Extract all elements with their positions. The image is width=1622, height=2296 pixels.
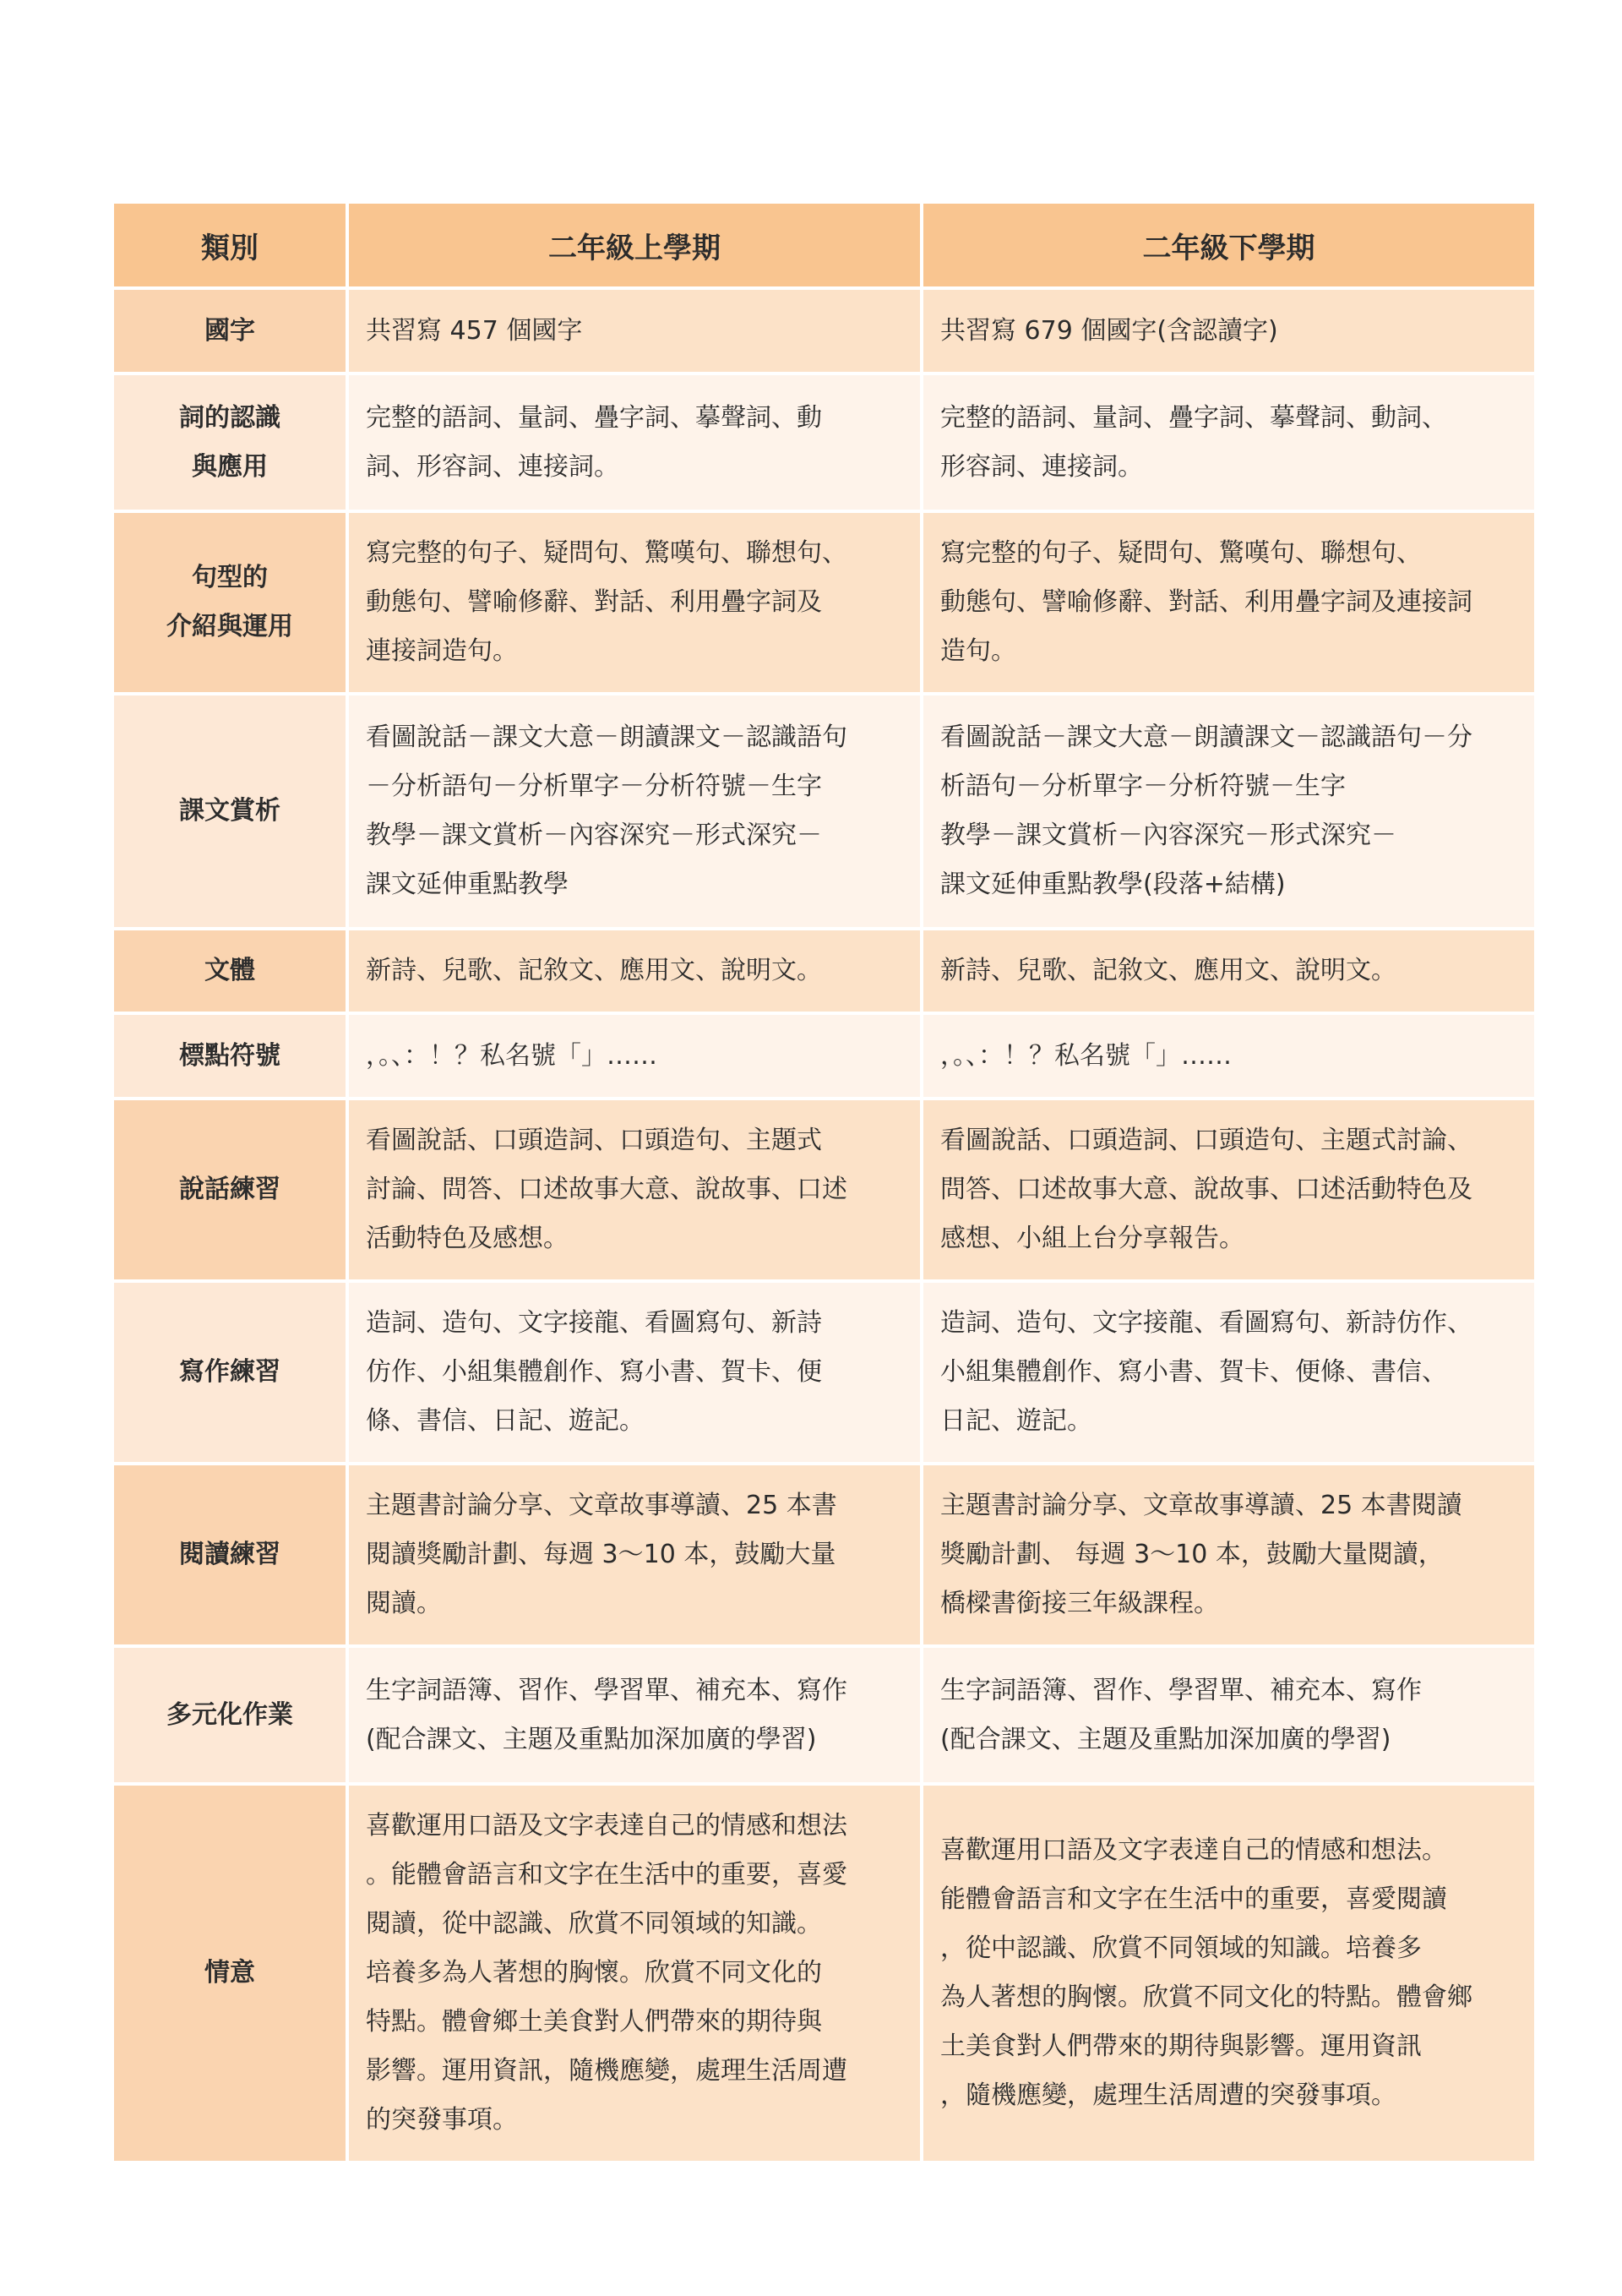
table-row [112,929,1536,1013]
row-first-semester: ，。、：！？私名號「」…… [347,1013,922,1099]
row-first-semester: 主題書討論分享、文章故事導讀、25 本書 閱讀獎勵計劃、每週 3～10 本，鼓勵大量 閱讀。 [347,1464,922,1646]
row-second-semester: 喜歡運用口語及文字表達自己的情感和想法。 能體會語言和文字在生活中的重要，喜愛閱讀 ，從中認識、欣賞不同領域的知識。培養多 為人著想的胸懷。欣賞不同文化的特點。體會鄉 土美食對人們帶來的期待與影響。運用資訊 ，隨機應變，處理生活周遭的突發事項。 [922,1784,1536,2162]
row-category: 標點符號 [112,1013,347,1099]
row-category: 說話練習 [112,1099,347,1281]
row-first-semester: 喜歡運用口語及文字表達自己的情感和想法 。能體會語言和文字在生活中的重要，喜愛 閱讀，從中認識、欣賞不同領域的知識。 培養多為人著想的胸懷。欣賞不同文化的 特點。體會鄉土美食對人們帶來的期待與 影響。運用資訊，隨機應變，處理生活周遭 的突發事項。 [347,1784,922,2162]
table-row [112,1784,1536,2162]
curriculum-table [111,200,1538,2164]
row-first-semester: 共習寫 457 個國字 [347,288,922,374]
table-row [112,1013,1536,1099]
table-row [112,511,1536,694]
table-header-row [112,202,1536,288]
curriculum-table-container [111,200,1534,2164]
header-second-semester: 二年級下學期 [922,202,1536,288]
header-category: 類別 [112,202,347,288]
row-category: 閱讀練習 [112,1464,347,1646]
row-category: 文體 [112,929,347,1013]
header-first-semester: 二年級上學期 [347,202,922,288]
row-category: 句型的 介紹與運用 [112,511,347,694]
row-second-semester: 生字詞語簿、習作、學習單、補充本、寫作 (配合課文、主題及重點加深加廣的學習) [922,1646,1536,1784]
row-category: 情意 [112,1784,347,2162]
table-row [112,1281,1536,1464]
row-second-semester: 新詩、兒歌、記敘文、應用文、說明文。 [922,929,1536,1013]
table-row [112,374,1536,511]
row-second-semester: 主題書討論分享、文章故事導讀、25 本書閱讀 獎勵計劃、 每週 3～10 本，鼓勵大量閱讀， 橋樑書銜接三年級課程。 [922,1464,1536,1646]
row-first-semester: 完整的語詞、量詞、疊字詞、摹聲詞、動 詞、形容詞、連接詞。 [347,374,922,511]
table-row [112,1099,1536,1281]
table-row [112,288,1536,374]
row-second-semester: 共習寫 679 個國字(含認讀字) [922,288,1536,374]
row-second-semester: 完整的語詞、量詞、疊字詞、摹聲詞、動詞、 形容詞、連接詞。 [922,374,1536,511]
table-row [112,1646,1536,1784]
row-second-semester: 看圖說話、口頭造詞、口頭造句、主題式討論、 問答、口述故事大意、說故事、口述活動特色及 感想、小組上台分享報告。 [922,1099,1536,1281]
row-second-semester: 寫完整的句子、疑問句、驚嘆句、聯想句、 動態句、譬喻修辭、對話、利用疊字詞及連接詞 造句。 [922,511,1536,694]
row-category: 詞的認識 與應用 [112,374,347,511]
row-category: 寫作練習 [112,1281,347,1464]
row-second-semester: ，。、：！？私名號「」…… [922,1013,1536,1099]
row-first-semester: 寫完整的句子、疑問句、驚嘆句、聯想句、 動態句、譬喻修辭、對話、利用疊字詞及 連接詞造句。 [347,511,922,694]
row-first-semester: 看圖說話、口頭造詞、口頭造句、主題式 討論、問答、口述故事大意、說故事、口述 活動特色及感想。 [347,1099,922,1281]
table-row [112,694,1536,929]
row-first-semester: 看圖說話－課文大意－朗讀課文－認識語句 －分析語句－分析單字－分析符號－生字 教學－課文賞析－內容深究－形式深究－ 課文延伸重點教學 [347,694,922,929]
row-first-semester: 造詞、造句、文字接龍、看圖寫句、新詩 仿作、小組集體創作、寫小書、賀卡、便 條、書信、日記、遊記。 [347,1281,922,1464]
row-category: 多元化作業 [112,1646,347,1784]
row-first-semester: 新詩、兒歌、記敘文、應用文、說明文。 [347,929,922,1013]
row-first-semester: 生字詞語簿、習作、學習單、補充本、寫作 (配合課文、主題及重點加深加廣的學習) [347,1646,922,1784]
table-row [112,1464,1536,1646]
row-second-semester: 看圖說話－課文大意－朗讀課文－認識語句－分 析語句－分析單字－分析符號－生字 教學－課文賞析－內容深究－形式深究－ 課文延伸重點教學(段落+結構) [922,694,1536,929]
row-category: 課文賞析 [112,694,347,929]
row-category: 國字 [112,288,347,374]
row-second-semester: 造詞、造句、文字接龍、看圖寫句、新詩仿作、 小組集體創作、寫小書、賀卡、便條、書信、 日記、遊記。 [922,1281,1536,1464]
